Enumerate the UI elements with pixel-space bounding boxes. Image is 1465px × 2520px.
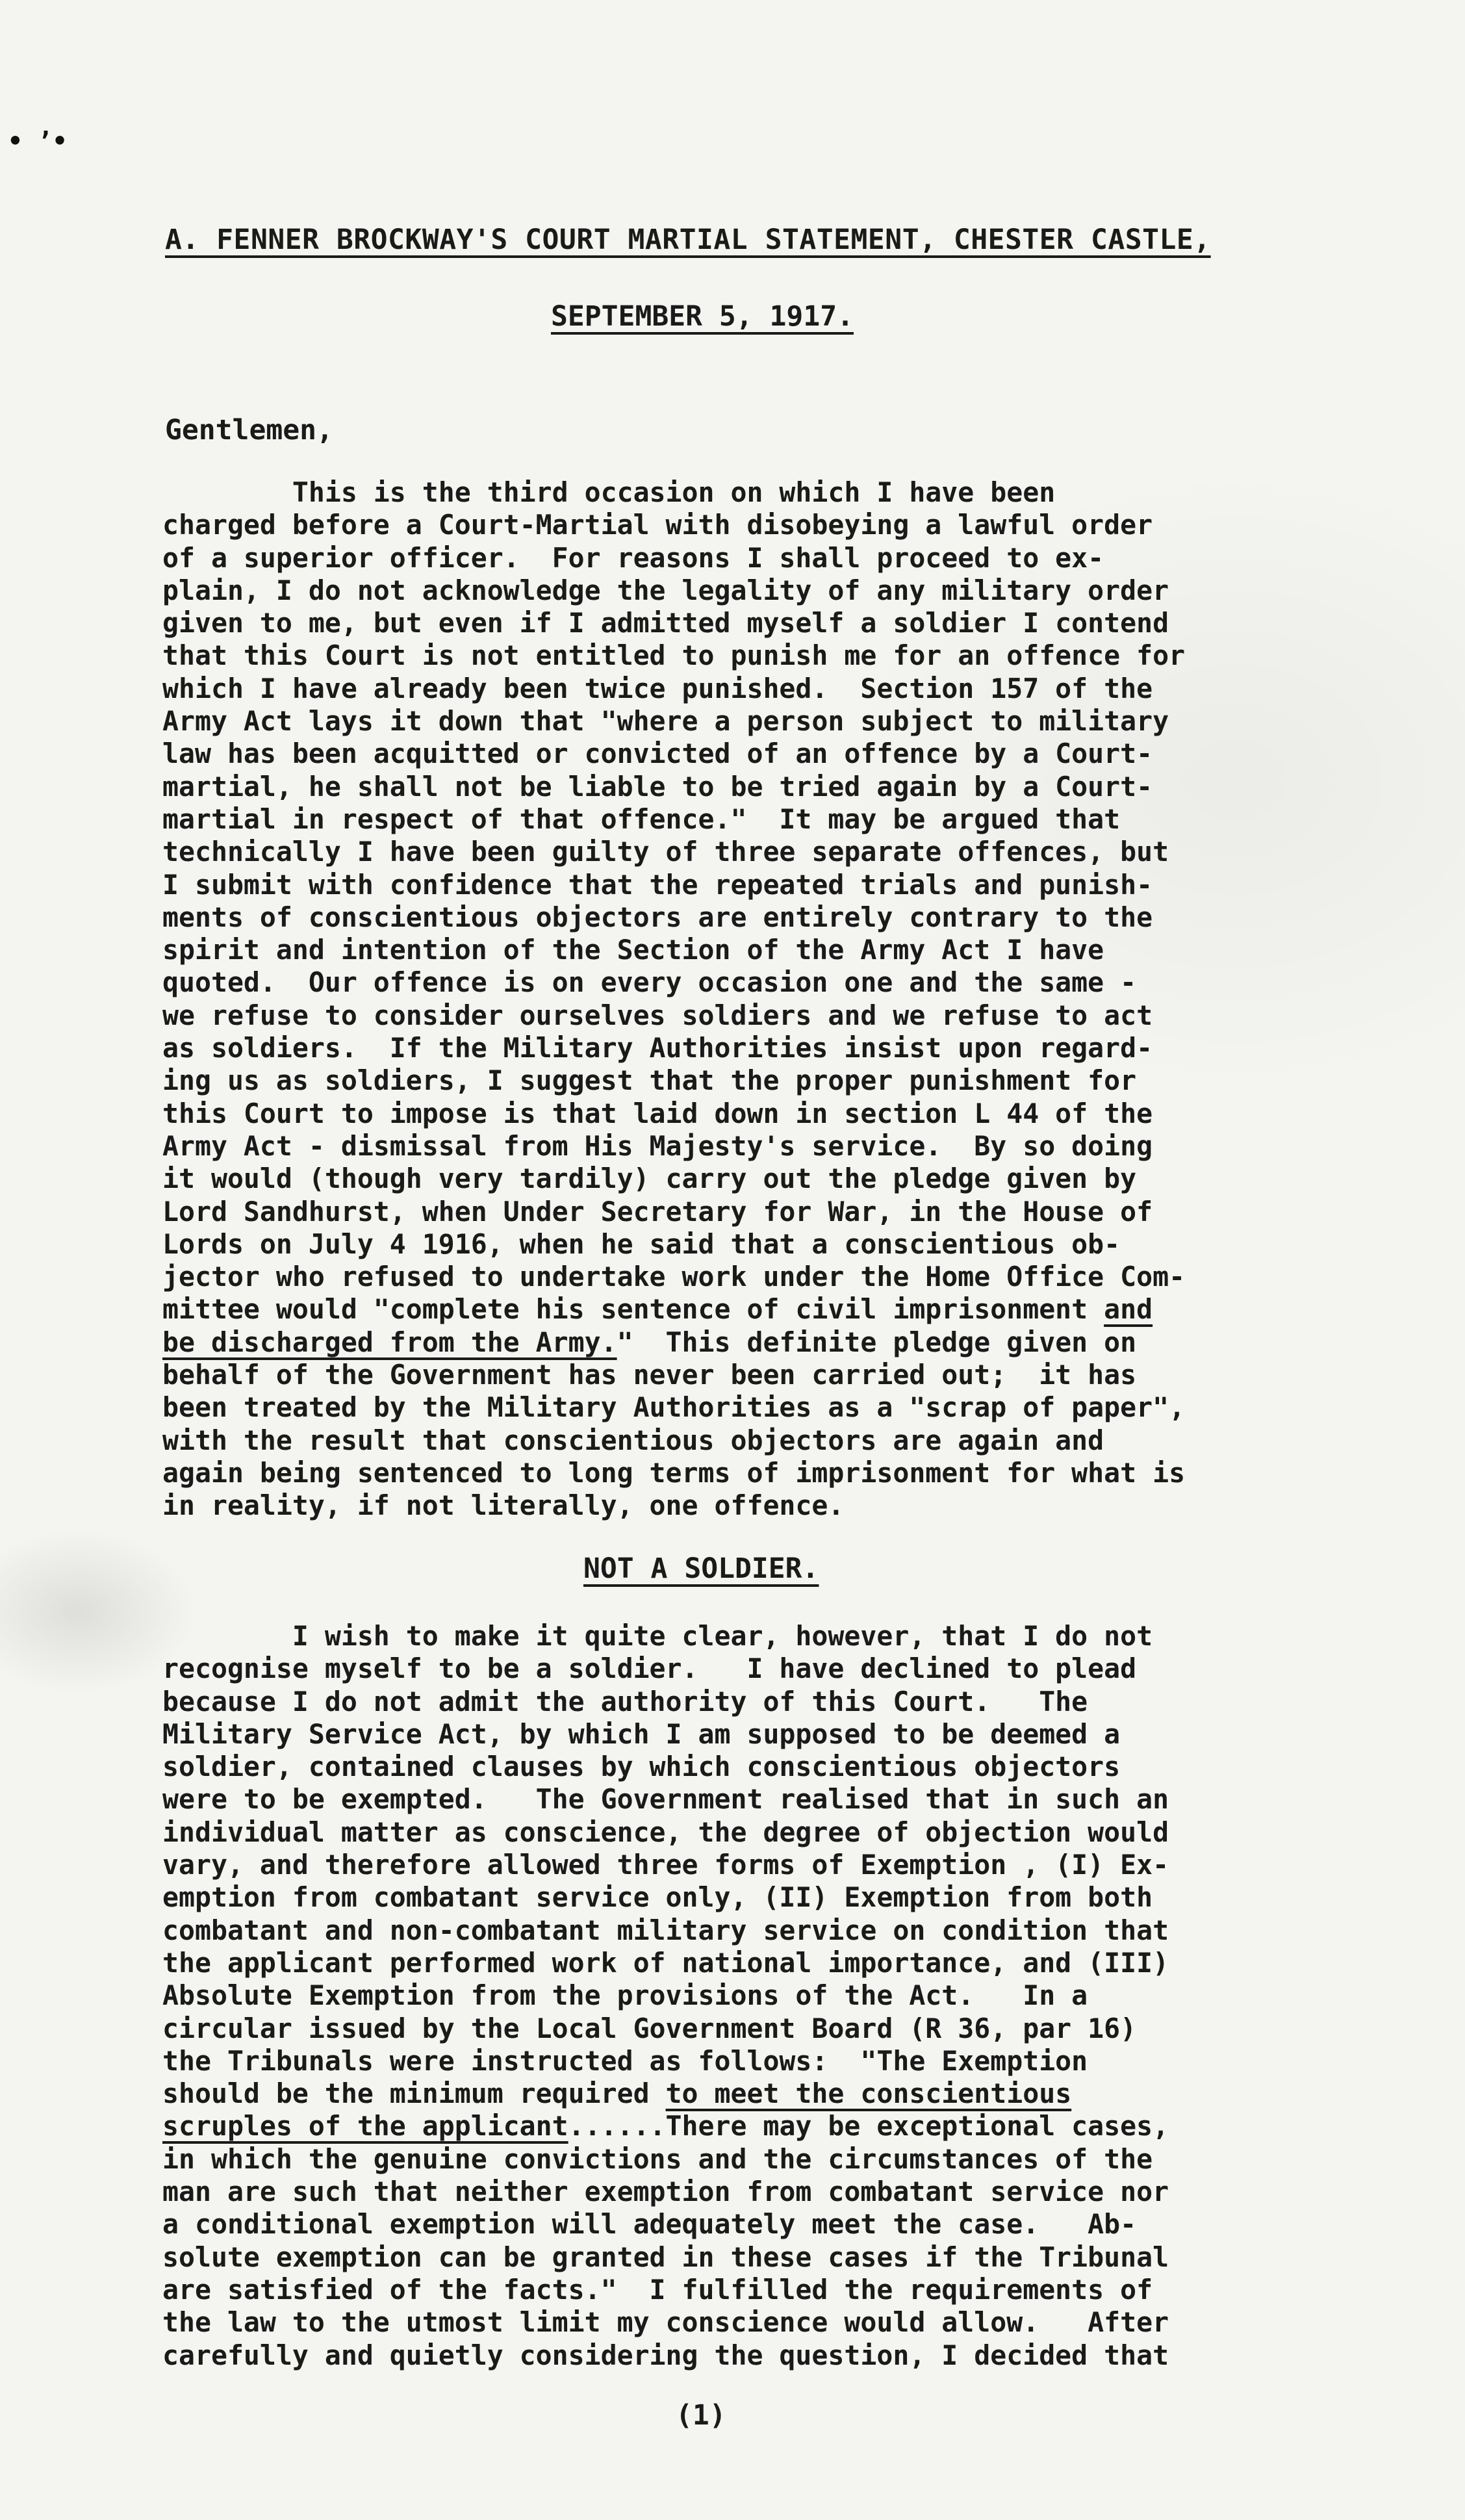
underlined-and: and bbox=[1104, 1293, 1153, 1326]
minimum-line-start: should be the minimum required bbox=[162, 2077, 666, 2110]
document-date: SEPTEMBER 5, 1917. bbox=[551, 300, 854, 333]
underlined-conscientious: to meet the conscientious bbox=[665, 2077, 1072, 2110]
page-number: (1) bbox=[676, 2399, 726, 2432]
paragraph-1 bbox=[162, 476, 1384, 1523]
paragraph-2 bbox=[162, 1620, 1384, 2372]
paragraph-2-lines-before-quote: I wish to make it quite clear, however, that I do not recognise myself to be a soldier. I have declined to plead because I do not admit the authority of this Court. The Military Service Act, by which I am supposed to be deemed a soldier, contained clauses by which conscientious objectors were to be exempted. The Government realised that in such an individual matter as conscience, the degree of objection would vary, and therefore allowed three forms of Exemption , (I) Ex- emption from combatant service only, (II) Exemption from both combatant and non-combatant military service on condition that the applicant performed work of national importance, and (III) Absolute Exemption from the provisions of the Act. In a circular issued by the Local Government Board (R 36, par 16) the Tribunals were instructed as follows: "The Exemption bbox=[162, 1620, 1169, 2077]
exceptional-cases-text: ......There may be exceptional cases, bbox=[568, 2110, 1169, 2142]
margin-marks: • ’• bbox=[8, 127, 68, 155]
salutation: Gentlemen, bbox=[165, 414, 333, 446]
pledge-continuation: " This definite pledge given on bbox=[617, 1326, 1137, 1358]
underlined-discharged-phrase: be discharged from the Army. bbox=[162, 1326, 617, 1358]
paragraph-1-lines-after-pledge: behalf of the Government has never been carried out; it has been treated by the Military Authorities as a "scrap of paper", with the result that conscientious objectors are again and again being sentenced to long terms of imprisonment for what is in reality, if not literally, one offence. bbox=[162, 1359, 1186, 1522]
underlined-scruples: scruples of the applicant bbox=[162, 2110, 568, 2142]
document-title: A. FENNER BROCKWAY'S COURT MARTIAL STATEMENT, CHESTER CASTLE, bbox=[165, 224, 1211, 256]
paragraph-2-lines-after-quote: in which the genuine convictions and the circumstances of the man are such that neither exemption from combatant service nor a conditional exemption will adequately meet the case. Ab- solute exemption can be granted in these cases if the Tribunal are satisfied of the facts." I fulfilled the requirements of the law to the utmost limit my conscience would allow. After carefully and quietly considering the question, I decided that bbox=[162, 2142, 1169, 2371]
section-subheading: NOT A SOLDIER. bbox=[583, 1552, 819, 1585]
paragraph-1-lines-before-pledge: This is the third occasion on which I have been charged before a Court-Martial with disobeying a lawful order of a superior officer. For reasons I shall proceed to ex- plain, I do not acknowledge the legality of any military order given to me, but even if I admitted myself a soldier I contend that this Court is not entitled to punish me for an offence for which I have already been twice punished. Section 157 of the Army Act lays it down that "where a person subject to military law has been acquitted or convicted of an offence by a Court- martial, he shall not be liable to be tried again by a Court- martial in respect of that offence." It may be argued that technically I have been guilty of three separate offences, but I submit with confidence that the repeated trials and punish- ments of conscientious objectors are entirely contrary to the spirit and intention of the Section of the Army Act I have quoted. Our offence is on every occasion one and the same - we refuse to consider ourselves soldiers and we refuse to act as soldiers. If the Military Authorities insist upon regard- ing us as soldiers, I suggest that the proper punishment for this Court to impose is that laid down in section L 44 of the Army Act - dismissal from His Majesty's service. By so doing it would (though very tardily) carry out the pledge given by Lord Sandhurst, when Under Secretary for War, in the House of Lords on July 4 1916, when he said that a conscientious ob- jector who refused to undertake work under the Home Office Com- mittee would "complete his sentence of civil imprisonment bbox=[162, 476, 1186, 1326]
